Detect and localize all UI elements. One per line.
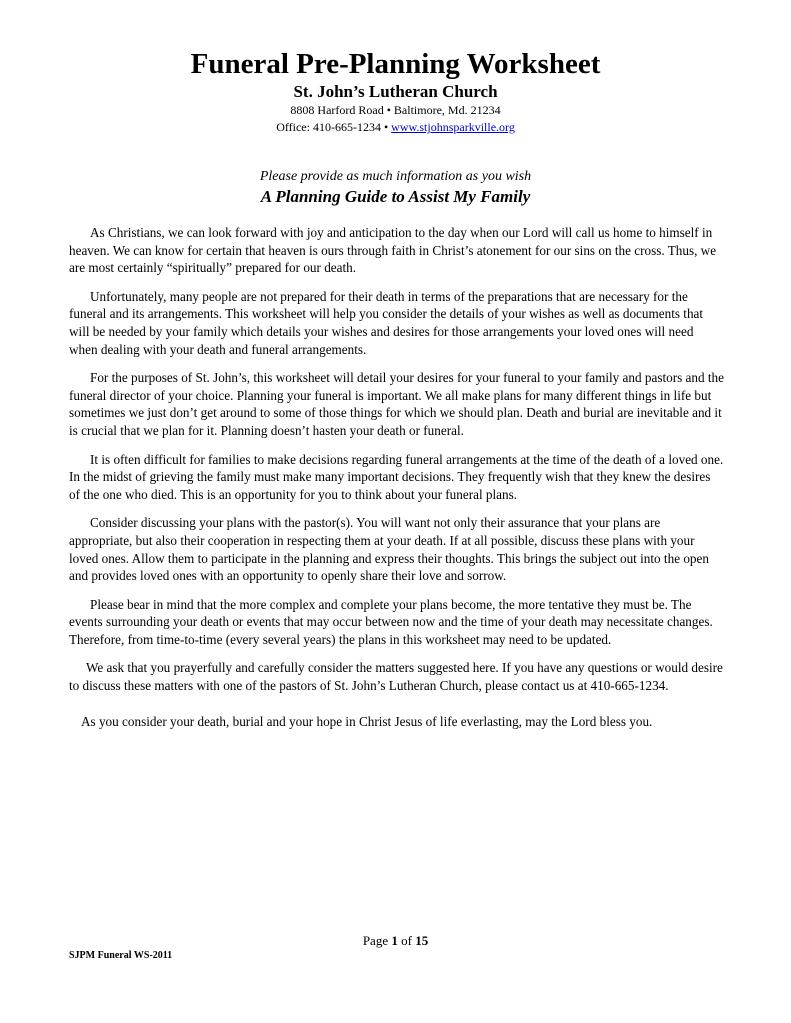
website-link[interactable]: www.stjohnsparkville.org (391, 120, 515, 134)
office-line (0, 119, 791, 136)
paragraph: For the purposes of St. John’s, this worksheet will detail your desires for your funeral to your family and pastors and the funeral director of your choice. Planning your funeral is important. We all make plans for many different things in life but sometimes we just don’t get around to some of those things for which we should plan. Death and burial are inevitable and it is crucial that we plan for it. Planning doesn’t hasten your death or funeral. (69, 370, 724, 438)
church-name: St. John’s Lutheran Church (293, 82, 498, 101)
body-text (69, 224, 724, 741)
paragraph: As you consider your death, burial and your hope in Christ Jesus of life everlasting, may the Lord bless you. (81, 713, 653, 729)
guide-title: A Planning Guide to Assist My Family (260, 187, 531, 206)
page-current: 1 (391, 933, 398, 948)
page-total: 15 (415, 933, 429, 948)
intro-line: Please provide as much information as you wish (259, 169, 532, 184)
paragraph: Please bear in mind that the more complex and complete your plans become, the more tentative they must be. The events surrounding your death or events that may occur between now and the time of your death may necessitate changes. Therefore, from time-to-time (every several years) the plans in this worksheet may need to be updated. (69, 596, 713, 647)
subheading (0, 168, 791, 208)
footer-code: SJPM Funeral WS-2011 (69, 950, 173, 961)
page-separator: of (397, 933, 416, 948)
office-phone: Office: 410-665-1234 • (276, 120, 392, 134)
paragraph: Consider discussing your plans with the pastor(s). You will want not only their assurance that your plans are appropriate, but also their cooperation in respecting them at your death. If at all possible, discuss these plans with your loved ones. Allow them to participate in the planning and express their thoughts. This brings the subject out into the open and provides loved ones with an opportunity to openly share their love and sorrow. (69, 515, 709, 584)
paragraph: Unfortunately, many people are not prepared for their death in terms of the preparations that are necessary for the funeral and its arrangements. This worksheet will help you consider the details of your wishes as well as documents that will be needed by your family which details your wishes and desires for those arrangements your loved ones will need when dealing with your death and funeral arrangements. (69, 288, 704, 357)
paragraph: As Christians, we can look forward with joy and anticipation to the day when our Lord will call us home to himself in heaven. We can know for certain that heaven is ours through faith in Christ’s atonement for our sins on the cross. Thus, we are most certainly “spiritually” prepared for our death. (69, 225, 717, 276)
page-prefix: Page (362, 933, 392, 948)
paragraph: It is often difficult for families to make decisions regarding funeral arrangements at the time of the death of a loved one. In the midst of grieving the family must make many important decisions. They frequently wish that they knew the desires of the one who died. This is an opportunity for you to think about your funeral plans. (69, 451, 724, 502)
church-address: 8808 Harford Road • Baltimore, Md. 21234 (290, 103, 501, 117)
page-number (0, 932, 791, 950)
paragraph: We ask that you prayerfully and carefully consider the matters suggested here. If you have any questions or would desire to discuss these matters with one of the pastors of St. John’s Lutheran Church, please contact us at 410-665-1234. (69, 660, 723, 694)
document-title: Funeral Pre-Planning Worksheet (190, 48, 601, 80)
document-header (0, 46, 791, 136)
